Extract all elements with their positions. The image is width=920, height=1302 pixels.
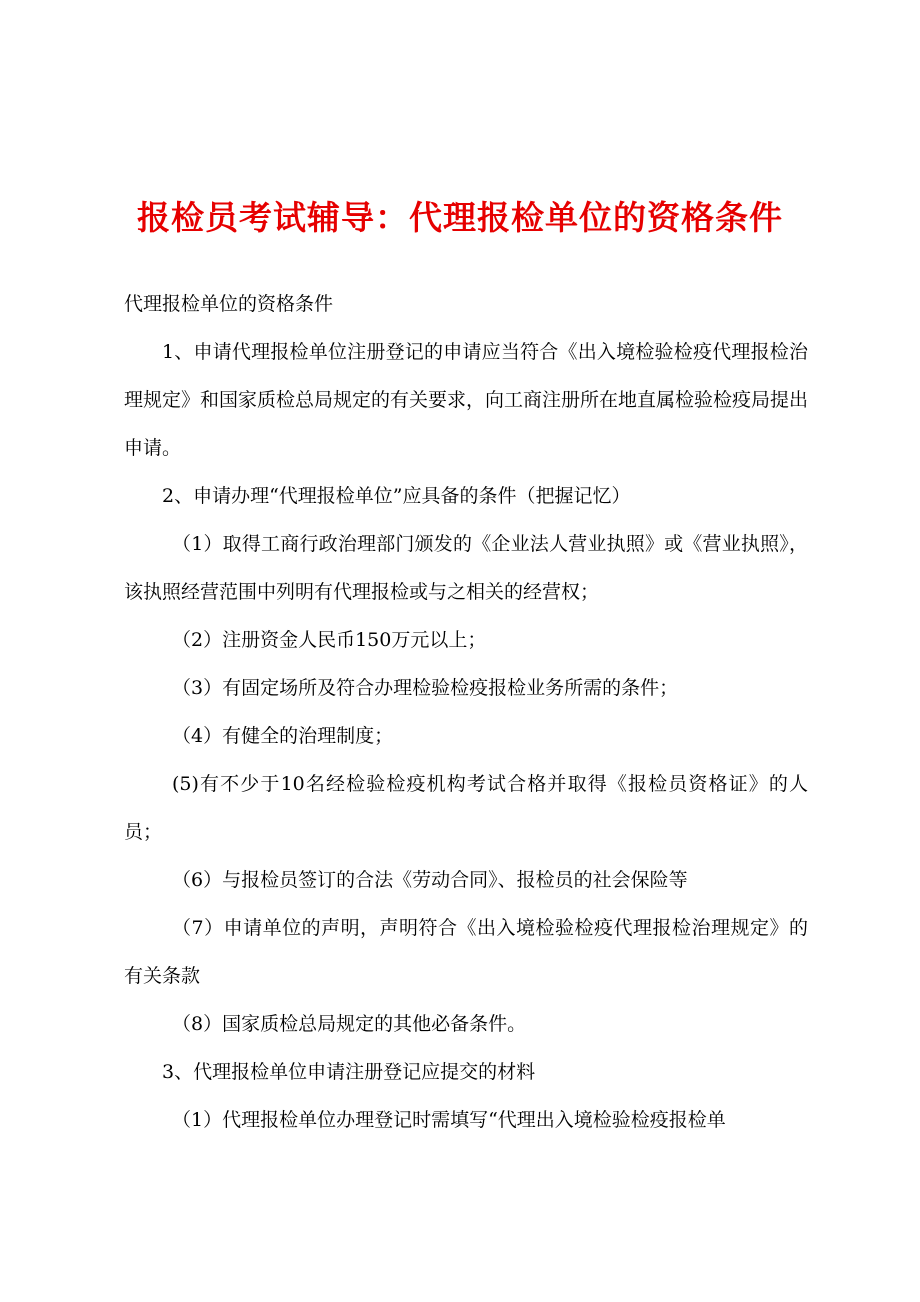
condition-6: （6）与报检员签订的合法《劳动合同》、报检员的社会保险等 bbox=[172, 869, 688, 891]
document-body bbox=[124, 280, 808, 1144]
paragraph-1: 1、申请代理报检单位注册登记的申请应当符合《出入境检验检疫代理报检治理规定》和国家质检总局规定的有关要求，向工商注册所在地直属检验检疫局提出申请。 bbox=[124, 341, 809, 459]
material-1: （1）代理报检单位办理登记时需填写“代理出入境检验检疫报检单 bbox=[172, 1109, 726, 1131]
condition-7: （7）申请单位的声明，声明符合《出入境检验检疫代理报检治理规定》的有关条款 bbox=[124, 917, 808, 987]
condition-1: （1）取得工商行政治理部门颁发的《企业法人营业执照》或《营业执照》，该执照经营范围中列明有代理报检或与之相关的经营权； bbox=[124, 533, 808, 603]
document-title: 报检员考试辅导：代理报检单位的资格条件 bbox=[137, 198, 783, 237]
paragraph-3: 3、代理报检单位申请注册登记应提交的材料 bbox=[162, 1061, 536, 1083]
condition-5: (5)有不少于10名经检验检疫机构考试合格并取得《报检员资格证》的人员； bbox=[124, 773, 808, 843]
section-heading: 代理报检单位的资格条件 bbox=[124, 293, 334, 315]
condition-4: （4）有健全的治理制度； bbox=[172, 725, 394, 747]
condition-2: （2）注册资金人民币150万元以上； bbox=[172, 629, 487, 651]
paragraph-2: 2、申请办理“代理报检单位”应具备的条件（把握记忆） bbox=[162, 485, 631, 507]
condition-3: （3）有固定场所及符合办理检验检疫报检业务所需的条件； bbox=[172, 677, 679, 699]
condition-8: （8）国家质检总局规定的其他必备条件。 bbox=[172, 1013, 527, 1035]
